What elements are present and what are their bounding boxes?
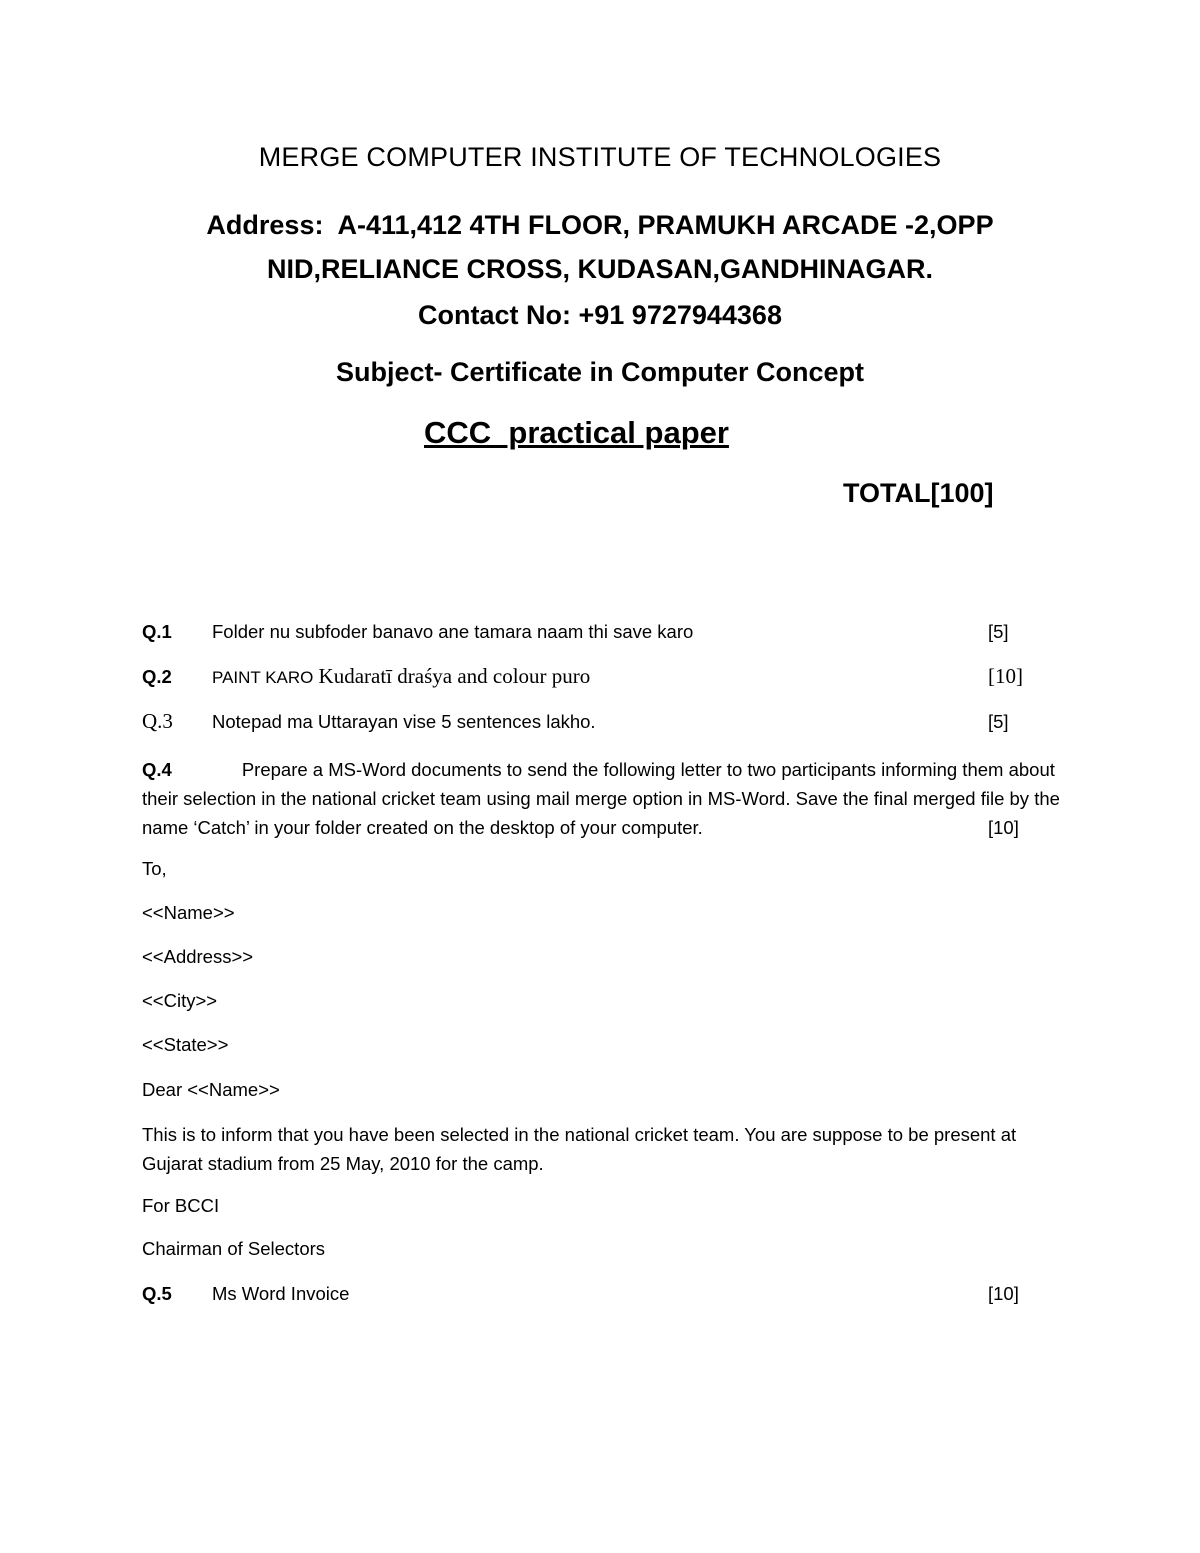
total-marks: TOTAL[100]	[843, 478, 994, 508]
institute-name: MERGE COMPUTER INSTITUTE OF TECHNOLOGIES	[258, 142, 942, 172]
letter-city-field: <<City>>	[142, 990, 218, 1011]
question-number: Q.5	[142, 1283, 172, 1304]
question-text	[212, 664, 590, 689]
question-4	[142, 755, 1072, 842]
question-number: Q.3	[142, 709, 173, 733]
question-text: Ms Word Invoice	[212, 1283, 350, 1304]
question-text: Folder nu subfoder banavo ane tamara naam thi save karo	[212, 621, 694, 642]
question-marks: [5]	[988, 621, 1009, 642]
question-marks: [10]	[988, 1283, 1019, 1304]
question-number: Q.1	[142, 621, 172, 642]
question-marks: [10]	[988, 817, 1019, 838]
letter-salutation: Dear <<Name>>	[142, 1079, 280, 1100]
question-number: Q.4	[142, 759, 172, 780]
letter-to: To,	[142, 858, 167, 879]
letter-for: For BCCI	[142, 1195, 220, 1216]
letter-state-field: <<State>>	[142, 1034, 229, 1055]
address-block	[0, 203, 1200, 291]
question-text-prefix: PAINT KARO	[212, 668, 314, 687]
question-number: Q.2	[142, 666, 172, 687]
subject-line: Subject- Certificate in Computer Concept	[335, 357, 865, 387]
contact-number: Contact No: +91 9727944368	[418, 300, 782, 330]
question-text: Prepare a MS-Word documents to send the following letter to two participants informing them about their selection in the national cricket team using mail merge option in MS-Word. Save the final merged file by the name ‘Catch’ in your folder created on the desktop of your computer.	[142, 759, 1060, 838]
question-text: Notepad ma Uttarayan vise 5 sentences lakho.	[212, 711, 596, 732]
letter-address-field: <<Address>>	[142, 946, 254, 967]
address-line-2: NID,RELIANCE CROSS, KUDASAN,GANDHINAGAR.	[266, 254, 934, 284]
letter-body: This is to inform that you have been selected in the national cricket team. You are suppose to be present at Gujarat stadium from 25 May, 2010 for the camp.	[142, 1124, 1017, 1174]
question-text-serif: Kudaratī draśya and colour puro	[318, 664, 591, 688]
question-marks: [5]	[988, 711, 1009, 732]
paper-title: CCC practical paper	[424, 415, 729, 450]
letter-signatory: Chairman of Selectors	[142, 1238, 326, 1259]
question-marks: [10]	[988, 664, 1023, 688]
address-line-1: Address: A-411,412 4TH FLOOR, PRAMUKH ARCADE -2,OPP	[206, 210, 994, 240]
letter-name-field: <<Name>>	[142, 902, 235, 923]
